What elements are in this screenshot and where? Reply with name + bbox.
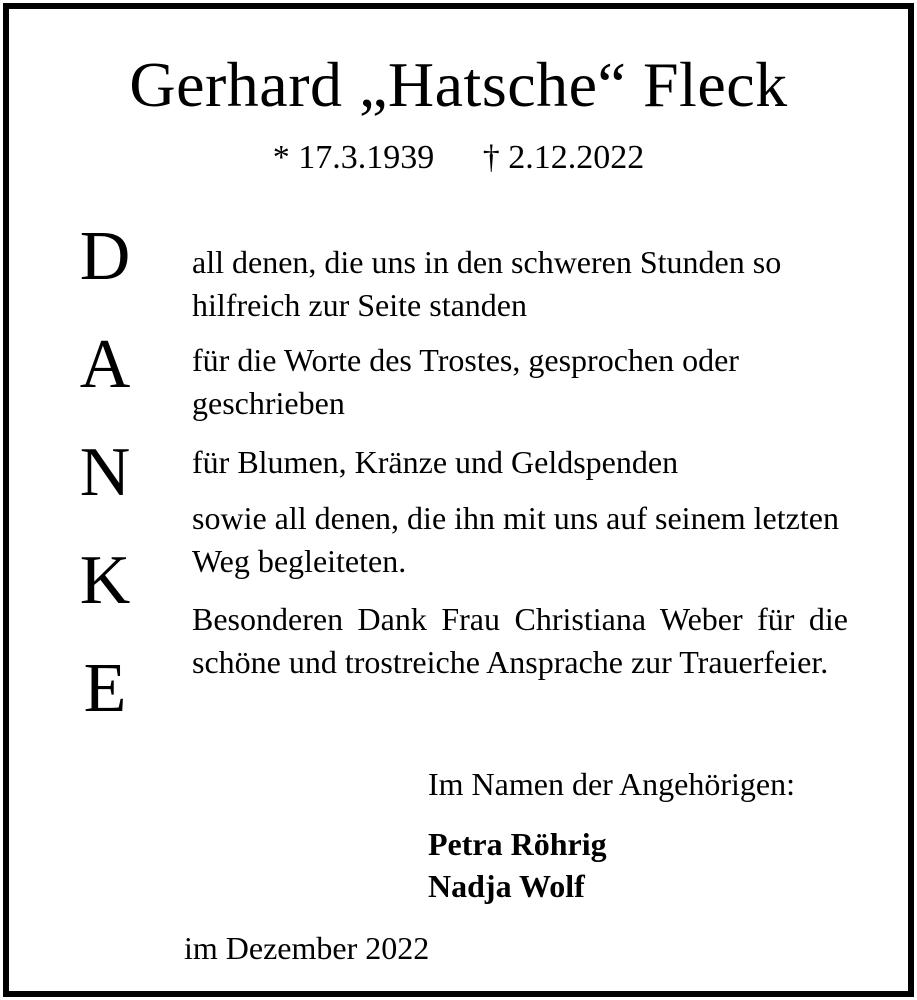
acrostic-letter-d: D [79, 218, 131, 295]
thanks-paragraph-speaker: Besonderen Dank Frau Christiana Weber für die schöne und trostreiche Ansprache zur Trauerfeier. [192, 601, 848, 680]
birth-date: * 17.3.1939 [272, 139, 435, 176]
acrostic-letter-a: A [79, 326, 131, 403]
life-dates [0, 138, 917, 178]
signer-name: Nadja Wolf [428, 868, 585, 904]
signer-name: Petra Röhrig [428, 826, 607, 862]
thanks-paragraph-flowers: für Blumen, Kränze und Geldspenden [192, 444, 679, 480]
deceased-name: Gerhard „Hatsche“ Fleck [129, 49, 788, 120]
closing-intro: Im Namen der Angehörigen: [428, 766, 795, 802]
acrostic-letter-k: K [79, 542, 131, 619]
acrostic-letter-e: E [83, 650, 127, 727]
thanks-paragraph-words: für die Worte des Trostes, gesprochen oder geschrieben [192, 342, 739, 421]
death-date: † 2.12.2022 [482, 139, 645, 176]
thanks-paragraph-support: all denen, die uns in den schweren Stunden so hilfreich zur Seite standen [192, 244, 782, 323]
thanks-paragraph-farewell: sowie all denen, die ihn mit uns auf seinem letzten Weg begleiteten. [192, 500, 839, 579]
acrostic-letter-n: N [79, 434, 131, 511]
notice-date: im Dezember 2022 [184, 930, 430, 966]
